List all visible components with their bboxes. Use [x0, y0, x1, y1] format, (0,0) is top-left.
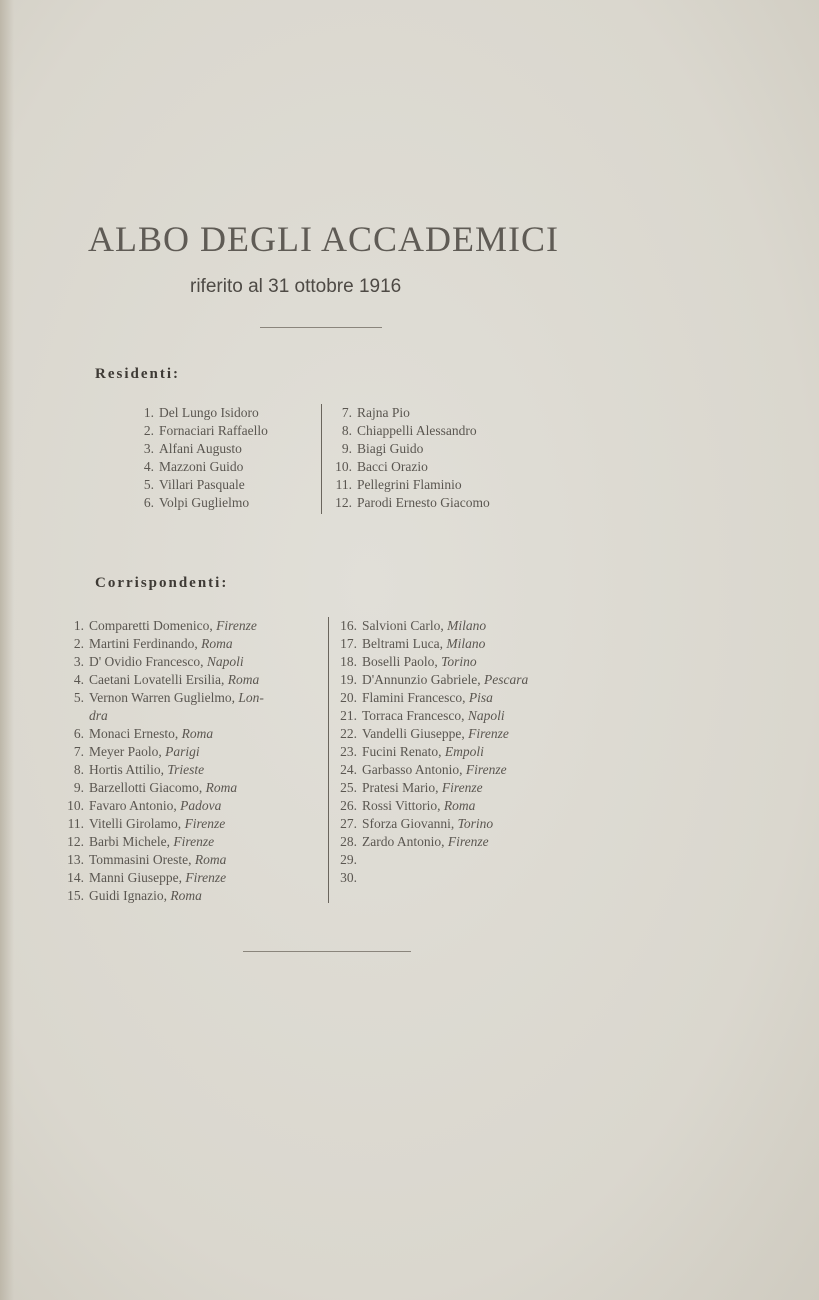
residenti-left-list — [126, 404, 268, 512]
member-city: Firenze — [216, 618, 257, 633]
item-number: 10. — [335, 459, 352, 474]
member-name: Bacci Orazio — [357, 459, 428, 474]
item-number: 5. — [73, 690, 84, 705]
item-number: 6. — [73, 726, 84, 741]
member-name: Guidi Ignazio, — [89, 888, 167, 903]
member-name: Favaro Antonio, — [89, 798, 177, 813]
list-item — [329, 743, 528, 761]
member-city: Milano — [446, 636, 486, 651]
member-name: Del Lungo Isidoro — [159, 405, 259, 420]
member-name: Vandelli Giuseppe, — [362, 726, 465, 741]
member-city: Torino — [441, 654, 477, 669]
member-name: Beltrami Luca, — [362, 636, 443, 651]
list-item — [60, 851, 264, 869]
member-city: Firenze — [173, 834, 215, 849]
member-name: D' Ovidio Francesco, — [89, 654, 204, 669]
item-number: 26. — [340, 798, 357, 813]
item-number: 11. — [335, 477, 352, 492]
item-number: 9. — [341, 441, 352, 456]
list-item — [60, 815, 264, 833]
list-item — [329, 869, 528, 887]
item-number: 10. — [67, 798, 84, 813]
member-name: Fornaciari Raffaello — [159, 423, 268, 438]
member-city: Milano — [447, 618, 487, 633]
list-item — [60, 617, 264, 635]
list-item — [60, 671, 264, 689]
list-item — [326, 404, 490, 422]
item-number: 8. — [341, 423, 352, 438]
corrispondenti-left-list — [60, 617, 264, 905]
member-name: Alfani Augusto — [159, 441, 242, 456]
member-city: Torino — [457, 816, 494, 831]
item-number: 22. — [340, 726, 357, 741]
list-item — [60, 869, 264, 887]
list-item — [60, 635, 264, 653]
member-name: Garbasso Antonio, — [362, 762, 463, 777]
member-city: Pisa — [468, 690, 493, 705]
item-number: 19. — [340, 672, 357, 687]
list-item — [60, 779, 264, 797]
item-number: 2. — [73, 636, 84, 651]
list-item — [329, 689, 528, 707]
list-item — [60, 797, 264, 815]
list-item — [60, 761, 264, 779]
item-number: 3. — [143, 441, 154, 456]
item-number: 25. — [340, 780, 357, 795]
member-name: Monaci Ernesto, — [89, 726, 179, 741]
member-city: Napoli — [206, 654, 244, 669]
member-name: Martini Ferdinando, — [89, 636, 198, 651]
item-number: 12. — [67, 834, 84, 849]
item-number: 8. — [73, 762, 84, 777]
item-number: 14. — [67, 870, 84, 885]
page-title: ALBO DEGLI ACCADEMICI — [88, 219, 559, 259]
item-number: 29. — [340, 852, 357, 867]
member-city: Firenze — [185, 870, 227, 885]
item-number: 3. — [73, 654, 84, 669]
list-item — [329, 725, 528, 743]
list-item — [326, 422, 490, 440]
corrispondenti-right-list — [329, 617, 528, 887]
list-item — [326, 440, 490, 458]
member-name: Barzellotti Giacomo, — [89, 780, 203, 795]
item-number: 1. — [143, 405, 154, 420]
list-item — [60, 707, 264, 725]
list-item — [126, 440, 268, 458]
list-item — [126, 404, 268, 422]
page-edge-shadow — [0, 0, 14, 1300]
member-name: Caetani Lovatelli Ersilia, — [89, 672, 225, 687]
list-item — [329, 617, 528, 635]
member-city: Empoli — [444, 744, 484, 759]
member-city: Roma — [181, 726, 214, 741]
member-city: dra — [89, 708, 108, 723]
item-number: 18. — [340, 654, 357, 669]
member-city: Trieste — [167, 762, 205, 777]
list-item — [329, 815, 528, 833]
member-name: Pellegrini Flaminio — [357, 477, 462, 492]
list-item — [60, 725, 264, 743]
list-item — [126, 476, 268, 494]
list-item — [126, 458, 268, 476]
item-number: 5. — [143, 477, 154, 492]
end-divider — [243, 951, 411, 952]
item-number: 4. — [143, 459, 154, 474]
member-name: Salvioni Carlo, — [362, 618, 444, 633]
list-item — [329, 707, 528, 725]
list-item — [60, 887, 264, 905]
member-name: Boselli Paolo, — [362, 654, 438, 669]
list-item — [60, 653, 264, 671]
list-item — [329, 635, 528, 653]
list-item — [326, 476, 490, 494]
item-number: 23. — [340, 744, 357, 759]
item-number: 7. — [341, 405, 352, 420]
member-name: Comparetti Domenico, — [89, 618, 213, 633]
member-name: Mazzoni Guido — [159, 459, 244, 474]
list-item — [329, 779, 528, 797]
member-city: Roma — [205, 780, 238, 795]
list-item — [329, 851, 528, 869]
member-city: Pescara — [484, 672, 529, 687]
member-city: Roma — [227, 672, 260, 687]
item-number: 28. — [340, 834, 357, 849]
item-number: 16. — [340, 618, 357, 633]
list-item — [329, 653, 528, 671]
item-number: 1. — [73, 618, 84, 633]
member-name: Sforza Giovanni, — [362, 816, 455, 831]
member-name: Pratesi Mario, — [362, 780, 439, 795]
page-subtitle: riferito al 31 ottobre 1916 — [190, 276, 402, 297]
member-name: Chiappelli Alessandro — [357, 423, 477, 438]
item-number: 2. — [143, 423, 154, 438]
residenti-heading: Residenti: — [95, 366, 180, 382]
member-name: D'Annunzio Gabriele, — [362, 672, 481, 687]
member-city: Firenze — [441, 780, 483, 795]
item-number: 6. — [143, 495, 154, 510]
list-item — [126, 494, 268, 512]
member-city: Firenze — [468, 726, 509, 741]
list-item — [329, 833, 528, 851]
list-item — [60, 689, 264, 707]
item-number: 13. — [67, 852, 84, 867]
member-name: Parodi Ernesto Giacomo — [357, 495, 490, 510]
item-number: 7. — [73, 744, 84, 759]
member-city: Napoli — [467, 708, 505, 723]
member-name: Vitelli Girolamo, — [89, 816, 182, 831]
title-divider — [260, 327, 382, 328]
item-number: 17. — [340, 636, 357, 651]
member-name: Flamini Francesco, — [362, 690, 466, 705]
member-name: Rajna Pio — [357, 405, 410, 420]
member-name: Biagi Guido — [357, 441, 424, 456]
list-item — [326, 458, 490, 476]
member-name: Meyer Paolo, — [89, 744, 162, 759]
list-item — [329, 761, 528, 779]
member-name: Vernon Warren Guglielmo, — [89, 690, 236, 705]
item-number: 30. — [340, 870, 357, 885]
corrispondenti-heading: Corrispondenti: — [95, 575, 229, 591]
list-item — [326, 494, 490, 512]
list-item — [126, 422, 268, 440]
member-name: Torraca Francesco, — [362, 708, 465, 723]
member-name: Villari Pasquale — [159, 477, 245, 492]
member-city: Roma — [170, 888, 202, 903]
member-city: Firenze — [184, 816, 226, 831]
member-city: Roma — [443, 798, 476, 813]
item-number: 27. — [340, 816, 357, 831]
item-number: 21. — [340, 708, 357, 723]
member-name: Manni Giuseppe, — [89, 870, 182, 885]
item-number: 20. — [340, 690, 357, 705]
member-city: Lon- — [238, 690, 264, 705]
item-number: 11. — [67, 816, 84, 831]
residenti-right-list — [326, 404, 490, 512]
member-name: Tommasini Oreste, — [89, 852, 192, 867]
member-name: Barbi Michele, — [89, 834, 170, 849]
member-name: Hortis Attilio, — [89, 762, 165, 777]
member-name: Volpi Guglielmo — [159, 495, 250, 510]
list-item — [329, 797, 528, 815]
item-number: 4. — [73, 672, 84, 687]
list-item — [329, 671, 528, 689]
item-number: 15. — [67, 888, 84, 903]
member-city: Parigi — [165, 744, 200, 759]
item-number: 12. — [335, 495, 352, 510]
list-item — [60, 833, 264, 851]
member-city: Roma — [194, 852, 227, 867]
list-item — [60, 743, 264, 761]
item-number: 9. — [73, 780, 84, 795]
member-city: Roma — [201, 636, 233, 651]
member-name: Fucini Renato, — [362, 744, 442, 759]
member-city: Firenze — [465, 762, 507, 777]
member-name: Rossi Vittorio, — [362, 798, 441, 813]
member-name: Zardo Antonio, — [362, 834, 445, 849]
member-city: Padova — [180, 798, 222, 813]
residenti-column-divider — [321, 404, 322, 514]
member-city: Firenze — [447, 834, 489, 849]
item-number: 24. — [340, 762, 357, 777]
